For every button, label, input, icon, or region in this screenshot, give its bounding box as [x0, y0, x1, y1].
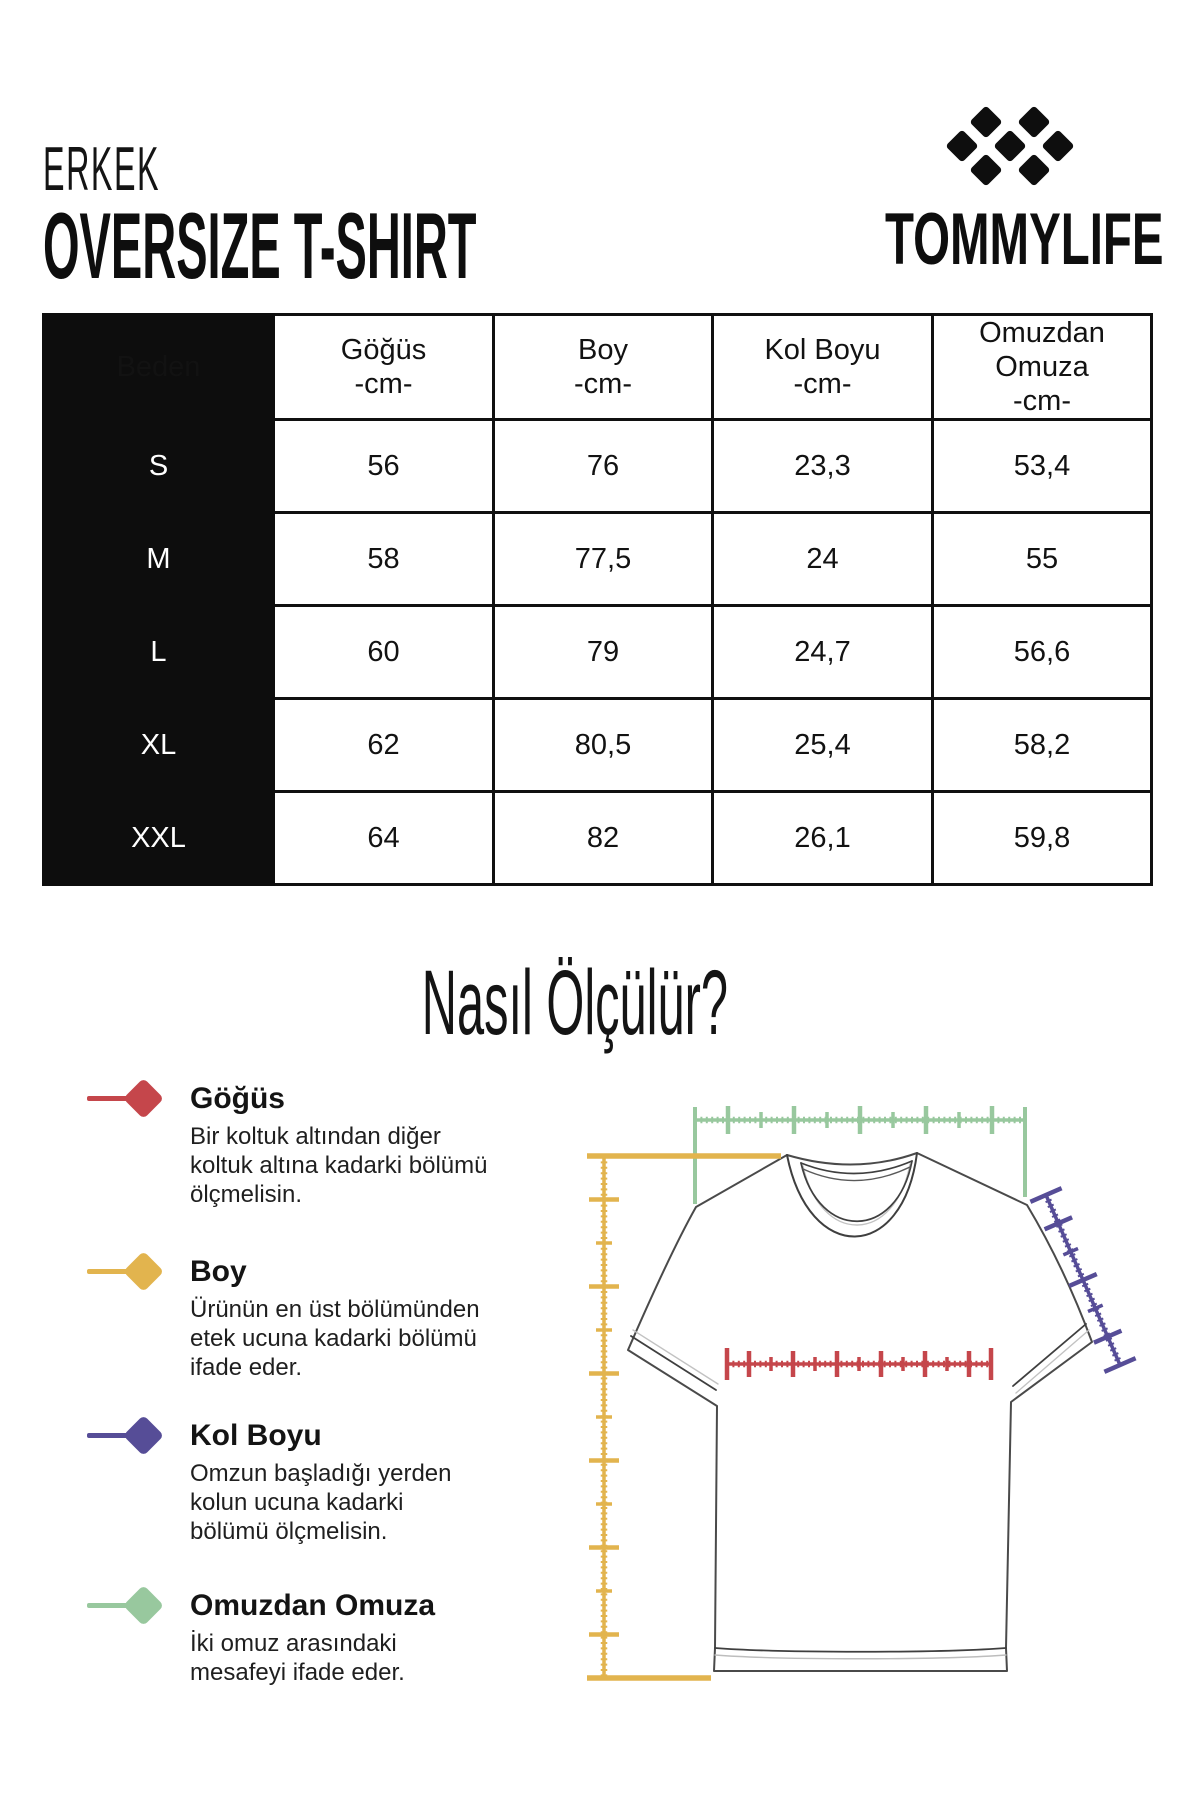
size-label: L	[44, 606, 274, 699]
legend-item-2	[75, 1419, 545, 1546]
column-header-1: Boy -cm-	[494, 315, 713, 420]
measure-value: 26,1	[713, 792, 933, 885]
measure-value: 60	[274, 606, 494, 699]
tshirt-measurement-diagram	[560, 1080, 1160, 1720]
legend-item-1	[75, 1255, 545, 1382]
product-title	[43, 193, 910, 298]
legend-description: Bir koltuk altından diğer koltuk altına kadarki bölümü ölçmelisin.	[190, 1123, 488, 1208]
measure-value: 79	[494, 606, 713, 699]
measure-value: 24	[713, 513, 933, 606]
size-row-XXL	[44, 792, 1152, 885]
measure-value: 53,4	[933, 420, 1152, 513]
diamond-marker-icon	[87, 1255, 179, 1289]
product-title-text: OVERSIZE T-SHIRT	[43, 193, 477, 298]
measure-value: 23,3	[713, 420, 933, 513]
size-label: XL	[44, 699, 274, 792]
legend-label: Kol Boyu	[190, 1419, 322, 1452]
legend-label: Göğüs	[190, 1082, 285, 1115]
marker-diamond	[123, 1415, 164, 1456]
legend-label: Boy	[190, 1255, 247, 1288]
measure-value: 56,6	[933, 606, 1152, 699]
measure-value: 80,5	[494, 699, 713, 792]
measure-value: 58,2	[933, 699, 1152, 792]
measure-value: 55	[933, 513, 1152, 606]
marker-diamond	[123, 1585, 164, 1626]
column-header-0: Göğüs -cm-	[274, 315, 494, 420]
size-table-corner-beden: Beden	[44, 315, 274, 420]
how-to-title-text: Nasıl Ölçülür?	[421, 952, 729, 1054]
size-row-S	[44, 420, 1152, 513]
diamond-marker-icon	[87, 1589, 179, 1623]
legend-label: Omuzdan Omuza	[190, 1589, 436, 1622]
measure-value: 62	[274, 699, 494, 792]
diamond-marker-icon	[87, 1082, 179, 1116]
size-table-header-row	[44, 315, 1152, 420]
measure-value: 59,8	[933, 792, 1152, 885]
tshirt-outline	[628, 1153, 1092, 1671]
measure-value: 24,7	[713, 606, 933, 699]
legend-description: Ürünün en üst bölümünden etek ucuna kadarki bölümü ifade eder.	[190, 1296, 480, 1381]
measure-value: 56	[274, 420, 494, 513]
legend-description: İki omuz arasındaki mesafeyi ifade eder.	[190, 1630, 405, 1686]
column-header-3: Omuzdan Omuza -cm-	[933, 315, 1152, 420]
size-label: XXL	[44, 792, 274, 885]
brand-name	[810, 199, 1200, 280]
brand-name-text: TOMMYLIFE	[884, 199, 1164, 280]
category-title	[43, 135, 268, 204]
legend-description: Omzun başladığı yerden kolun ucuna kadarki bölümü ölçmelisin.	[190, 1460, 452, 1545]
measure-value: 25,4	[713, 699, 933, 792]
size-label: S	[44, 420, 274, 513]
measure-value: 77,5	[494, 513, 713, 606]
diamond-grid-icon	[929, 96, 1089, 196]
marker-diamond	[123, 1078, 164, 1119]
size-row-L	[44, 606, 1152, 699]
legend-item-3	[75, 1589, 545, 1687]
legend-item-0	[75, 1082, 545, 1209]
size-label: M	[44, 513, 274, 606]
measure-value: 76	[494, 420, 713, 513]
measure-value: 64	[274, 792, 494, 885]
measure-value: 82	[494, 792, 713, 885]
size-table	[42, 313, 1153, 886]
marker-diamond	[123, 1251, 164, 1292]
category-title-text: ERKEK	[43, 135, 161, 204]
measure-value: 58	[274, 513, 494, 606]
diamond-marker-icon	[87, 1419, 179, 1453]
size-row-XL	[44, 699, 1152, 792]
how-to-title	[20, 952, 1130, 1054]
size-row-M	[44, 513, 1152, 606]
column-header-2: Kol Boyu -cm-	[713, 315, 933, 420]
